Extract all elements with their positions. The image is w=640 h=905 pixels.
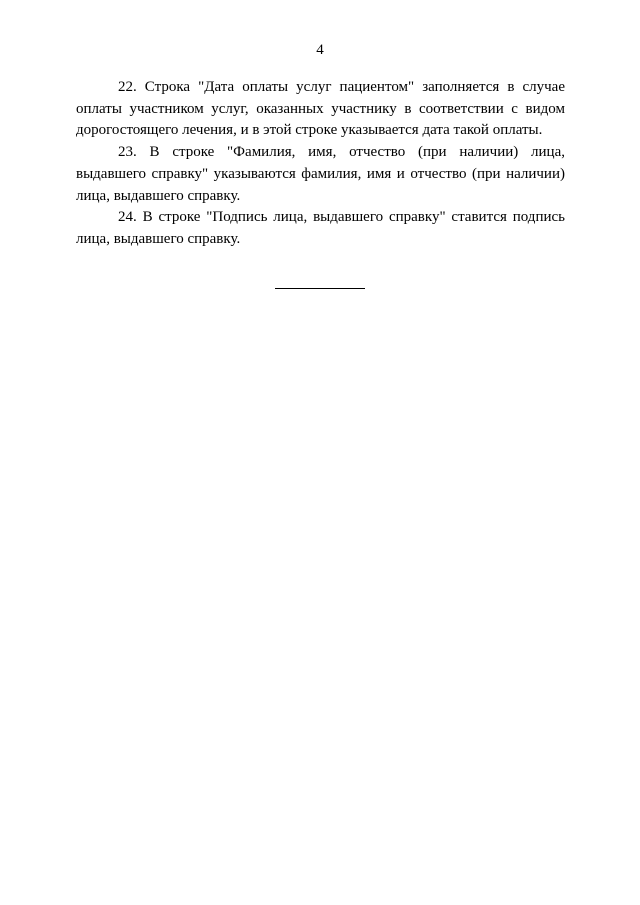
paragraph-23: 23. В строке "Фамилия, имя, отчество (при наличии) лица, выдавшего справку" указываются фамилия, имя и отчество (при наличии) лица, выдавшего справку. bbox=[76, 144, 565, 204]
page-number: 4 bbox=[316, 42, 324, 58]
paragraph-24: 24. В строке "Подпись лица, выдавшего справку" ставится подпись лица, выдавшего справку. bbox=[76, 209, 565, 247]
document-body bbox=[76, 77, 565, 251]
paragraph-22: 22. Строка "Дата оплаты услуг пациентом" заполняется в случае оплаты участником услуг, оказанных участнику в соответствии с видом дорогостоящего лечения, и в этой строке указывается дата такой оплаты. bbox=[76, 79, 565, 139]
end-of-document-rule bbox=[275, 288, 365, 289]
